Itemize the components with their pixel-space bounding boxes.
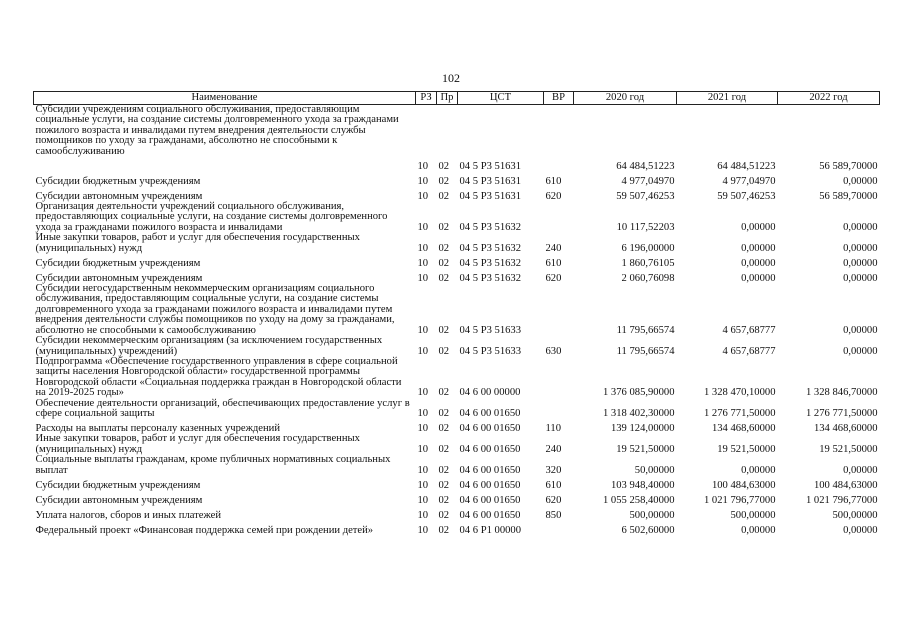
table-row <box>34 455 880 476</box>
row-vr: 630 <box>545 345 562 357</box>
table-row <box>34 336 880 357</box>
row-rz: 10 <box>417 345 429 357</box>
row-cst: 04 6 00 01650 <box>459 509 521 521</box>
table-row <box>34 187 880 202</box>
row-2022: 100 484,63000 <box>813 479 878 491</box>
row-rz: 10 <box>417 242 429 254</box>
row-2020: 64 484,51223 <box>616 160 675 172</box>
row-2021: 100 484,63000 <box>711 479 776 491</box>
row-cst: 04 5 P3 51633 <box>459 324 522 336</box>
row-rz: 10 <box>417 190 429 202</box>
row-pr: 02 <box>438 407 450 419</box>
row-pr: 02 <box>438 443 450 455</box>
row-2021: 1 021 796,77000 <box>703 494 776 506</box>
table-row <box>34 233 880 254</box>
table-row <box>34 105 880 158</box>
row-2020: 6 502,60000 <box>621 524 675 536</box>
row-2021: 0,00000 <box>741 464 776 476</box>
row-pr: 02 <box>438 345 450 357</box>
row-2020: 1 376 085,90000 <box>602 387 675 399</box>
table-row <box>34 419 880 434</box>
row-2020: 1 055 258,40000 <box>602 494 675 506</box>
row-vr: 620 <box>545 190 562 202</box>
row-name: Уплата налогов, сборов и иных платежей <box>35 509 222 521</box>
header-rz: РЗ <box>416 92 437 105</box>
table-row <box>34 476 880 491</box>
row-name: Социальные выплаты гражданам, кроме публичных нормативных социальных выплат <box>35 454 391 476</box>
row-2021: 4 977,04970 <box>722 175 776 187</box>
page-number: 102 <box>442 71 460 85</box>
row-pr: 02 <box>438 422 450 434</box>
row-2021: 0,00000 <box>741 272 776 284</box>
row-rz: 10 <box>417 324 429 336</box>
row-pr: 02 <box>438 272 450 284</box>
row-2020: 6 196,00000 <box>621 242 675 254</box>
row-vr <box>544 399 574 420</box>
row-name: Субсидии бюджетным учреждениям <box>35 479 201 491</box>
row-name: Субсидии автономным учреждениям <box>35 190 203 202</box>
table-row <box>34 202 880 233</box>
row-vr <box>544 105 574 158</box>
row-name: Иные закупки товаров, работ и услуг для обеспечения государственных (муниципальных) нужд <box>35 433 360 455</box>
row-name: Субсидии негосударственным некоммерческим организациям социального обслуживания, предоставляющим социальные услуги, на создание системы долговременного ухода за гражданами пожилого возраста и инвалидами путем внедрения деятельности службы помощников по уходу на дому за гражданами, абсолютно не способными к самообслуживанию <box>35 283 395 336</box>
row-vr: 620 <box>545 272 562 284</box>
row-vr: 240 <box>545 242 562 254</box>
row-rz: 10 <box>417 443 429 455</box>
row-vr: 850 <box>545 509 562 521</box>
row-pr: 02 <box>438 509 450 521</box>
row-2022: 500,00000 <box>832 509 878 521</box>
header-2021: 2021 год <box>677 92 778 105</box>
row-2022: 56 589,70000 <box>819 190 878 202</box>
row-cst: 04 5 P3 51632 <box>459 257 522 269</box>
row-2020: 2 060,76098 <box>621 272 675 284</box>
row-cst <box>458 105 544 158</box>
row-2020: 4 977,04970 <box>621 175 675 187</box>
row-cst: 04 5 P3 51632 <box>459 272 522 284</box>
row-2020: 1 860,76105 <box>621 257 675 269</box>
row-vr: 110 <box>545 422 561 434</box>
row-2020: 11 795,66574 <box>616 345 675 357</box>
row-2021: 0,00000 <box>741 257 776 269</box>
row-name: Субсидии некоммерческим организациям (за исключением государственных (муниципальных) учреждений) <box>35 335 383 357</box>
row-2022: 19 521,50000 <box>819 443 878 455</box>
row-cst: 04 6 00 01650 <box>459 443 521 455</box>
row-2021 <box>677 105 778 158</box>
row-vr: 320 <box>545 464 562 476</box>
row-cst: 04 5 P3 51632 <box>459 221 522 233</box>
row-rz: 10 <box>417 509 429 521</box>
row-rz <box>416 105 437 158</box>
row-2022: 0,00000 <box>843 175 878 187</box>
row-pr: 02 <box>438 387 450 399</box>
row-rz: 10 <box>417 272 429 284</box>
row-cst: 04 5 P3 51633 <box>459 345 522 357</box>
row-2022: 56 589,70000 <box>819 160 878 172</box>
header-2022: 2022 год <box>778 92 880 105</box>
table-row <box>34 491 880 506</box>
row-pr: 02 <box>438 221 450 233</box>
row-2021: 1 276 771,50000 <box>703 407 776 419</box>
row-rz: 10 <box>417 422 429 434</box>
row-cst: 04 6 00 00000 <box>459 387 521 399</box>
row-cst: 04 6 00 01650 <box>459 479 521 491</box>
row-cst: 04 5 P3 51632 <box>459 242 522 254</box>
row-cst: 04 6 00 01650 <box>459 422 521 434</box>
row-rz: 10 <box>417 479 429 491</box>
table-row <box>34 399 880 420</box>
row-cst: 04 5 P3 51631 <box>459 175 522 187</box>
row-2022: 0,00000 <box>843 221 878 233</box>
row-pr: 02 <box>438 190 450 202</box>
row-name: Иные закупки товаров, работ и услуг для обеспечения государственных (муниципальных) нужд <box>35 232 360 254</box>
row-2022: 0,00000 <box>843 464 878 476</box>
row-vr: 610 <box>545 479 562 491</box>
row-2022: 1 328 846,70000 <box>805 387 878 399</box>
table-row <box>34 269 880 284</box>
row-pr: 02 <box>438 257 450 269</box>
row-2020: 1 318 402,30000 <box>602 407 675 419</box>
row-cst: 04 5 P3 51631 <box>459 190 522 202</box>
row-2022: 134 468,60000 <box>813 422 878 434</box>
row-name: Подпрограмма «Обеспечение государственного управления в сфере социальной защиты населения Новгородской области» государственной программы Новгородской области «Социальная поддержка граждан в Новгородской области на 2019-2025 годы» <box>35 355 402 399</box>
row-pr: 02 <box>438 242 450 254</box>
row-pr: 02 <box>438 175 450 187</box>
header-vr: ВР <box>544 92 574 105</box>
row-vr <box>544 202 574 233</box>
table-row <box>34 284 880 336</box>
row-2021: 19 521,50000 <box>717 443 776 455</box>
row-pr: 02 <box>438 524 450 536</box>
row-name: Расходы на выплаты персоналу казенных учреждений <box>35 422 280 434</box>
row-2022: 0,00000 <box>843 345 878 357</box>
row-cst: 04 6 00 01650 <box>459 407 521 419</box>
row-cst: 04 6 P1 00000 <box>459 524 522 536</box>
header-name: Наименование <box>34 92 416 105</box>
row-rz: 10 <box>417 524 429 536</box>
row-2022 <box>778 105 880 158</box>
row-2021: 134 468,60000 <box>711 422 776 434</box>
row-2022: 0,00000 <box>843 324 878 336</box>
row-2021: 0,00000 <box>741 524 776 536</box>
table-row <box>34 506 880 521</box>
row-pr: 02 <box>438 464 450 476</box>
row-pr: 02 <box>438 324 450 336</box>
table-row <box>34 357 880 399</box>
header-pr: Пр <box>437 92 458 105</box>
row-name: Субсидии автономным учреждениям <box>35 494 203 506</box>
row-2021: 64 484,51223 <box>717 160 776 172</box>
row-vr: 610 <box>545 175 562 187</box>
header-cst: ЦСТ <box>458 92 544 105</box>
row-2020: 11 795,66574 <box>616 324 675 336</box>
table-header-row <box>34 92 880 105</box>
row-2022: 1 276 771,50000 <box>805 407 878 419</box>
row-vr: 620 <box>545 494 562 506</box>
row-2020: 139 124,00000 <box>610 422 675 434</box>
table-row <box>34 157 880 172</box>
row-2021: 59 507,46253 <box>717 190 776 202</box>
row-2021: 0,00000 <box>741 242 776 254</box>
row-name: Субсидии автономным учреждениям <box>35 272 203 284</box>
row-vr <box>544 284 574 336</box>
row-name: Обеспечение деятельности организаций, обеспечивающих предоставление услуг в сфере социальной защиты <box>35 397 410 419</box>
row-pr <box>437 105 458 158</box>
row-2022: 0,00000 <box>843 272 878 284</box>
row-2020: 500,00000 <box>629 509 675 521</box>
row-vr: 240 <box>545 443 562 455</box>
budget-table <box>33 91 880 536</box>
row-2021: 0,00000 <box>741 221 776 233</box>
table-row <box>34 521 880 536</box>
row-rz: 10 <box>417 464 429 476</box>
row-2021: 1 328 470,10000 <box>703 387 776 399</box>
row-name <box>34 157 416 172</box>
row-2021: 500,00000 <box>730 509 776 521</box>
row-rz: 10 <box>417 160 429 172</box>
table-row <box>34 254 880 269</box>
row-2020: 19 521,50000 <box>616 443 675 455</box>
row-rz: 10 <box>417 221 429 233</box>
table-row <box>34 434 880 455</box>
row-2022: 1 021 796,77000 <box>805 494 878 506</box>
row-2022: 0,00000 <box>843 524 878 536</box>
row-2020: 50,00000 <box>634 464 675 476</box>
row-vr <box>544 357 574 399</box>
row-rz: 10 <box>417 175 429 187</box>
row-cst: 04 6 00 01650 <box>459 494 521 506</box>
row-pr: 02 <box>438 479 450 491</box>
row-2022: 0,00000 <box>843 242 878 254</box>
row-name: Организация деятельности учреждений социального обслуживания, предоставляющих социальные услуги, на создание системы долговременного ухода за гражданами пожилого возраста и инвалидами <box>35 201 388 233</box>
row-2022: 0,00000 <box>843 257 878 269</box>
row-2021: 4 657,68777 <box>722 324 776 336</box>
row-2021: 4 657,68777 <box>722 345 776 357</box>
row-name: Субсидии учреждениям социального обслуживания, предоставляющим социальные услуги, на создание системы долговременного ухода за гражданами пожилого возраста и инвалидами путем внедрения деятельности службы помощников по уходу за гражданами, абсолютно не способными к самообслуживанию <box>35 104 399 157</box>
row-rz: 10 <box>417 257 429 269</box>
table-row <box>34 172 880 187</box>
row-pr: 02 <box>438 494 450 506</box>
row-name: Федеральный проект «Финансовая поддержка семей при рождении детей» <box>35 524 374 536</box>
row-name: Субсидии бюджетным учреждениям <box>35 175 201 187</box>
header-2020: 2020 год <box>574 92 677 105</box>
row-2020: 59 507,46253 <box>616 190 675 202</box>
row-pr: 02 <box>438 160 450 172</box>
row-cst: 04 5 P3 51631 <box>459 160 522 172</box>
row-rz: 10 <box>417 494 429 506</box>
row-vr <box>544 157 574 172</box>
row-2020 <box>574 105 677 158</box>
row-rz: 10 <box>417 387 429 399</box>
row-name: Субсидии бюджетным учреждениям <box>35 257 201 269</box>
row-vr <box>544 521 574 536</box>
row-2020: 103 948,40000 <box>610 479 675 491</box>
row-vr: 610 <box>545 257 562 269</box>
row-cst: 04 6 00 01650 <box>459 464 521 476</box>
row-rz: 10 <box>417 407 429 419</box>
row-2020: 10 117,52203 <box>616 221 675 233</box>
